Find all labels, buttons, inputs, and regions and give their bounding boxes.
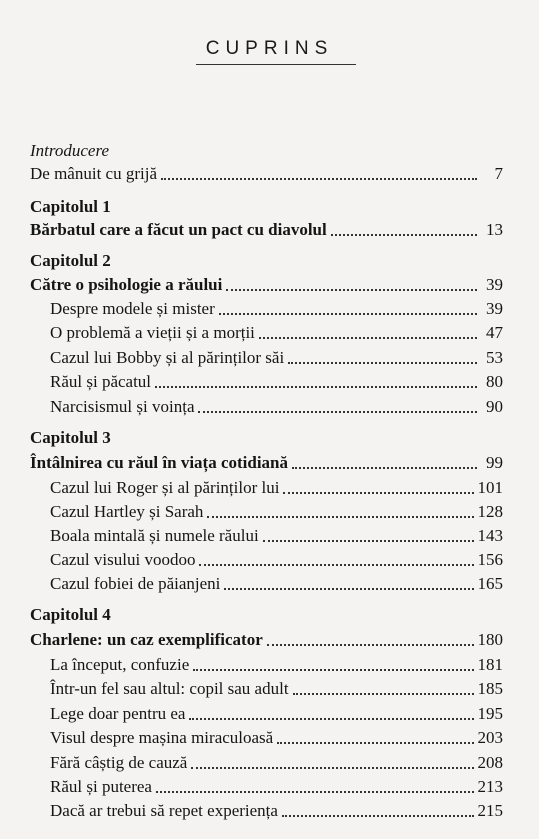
entry-page: 195 — [477, 704, 503, 723]
entry-label: Despre modele și mister — [50, 299, 215, 318]
dot-leader — [155, 386, 477, 388]
toc-entry — [50, 727, 503, 749]
entry-page: 208 — [477, 753, 503, 772]
intro-heading: Introducere — [30, 141, 109, 160]
toc-entry — [50, 396, 503, 418]
entry-page: 156 — [477, 550, 503, 569]
dot-leader — [156, 791, 474, 793]
toc-entry — [50, 678, 503, 700]
entry-label: Lege doar pentru ea — [50, 704, 186, 723]
chapter-heading: Capitolul 3 — [30, 428, 111, 447]
title-underline — [196, 64, 356, 65]
dot-leader — [199, 564, 473, 566]
toc-entry — [50, 703, 503, 725]
entry-page: 99 — [486, 453, 503, 472]
entry-page: 215 — [477, 801, 503, 820]
entry-page: 143 — [477, 526, 503, 545]
dot-leader — [193, 669, 473, 671]
entry-label: Cazul visului voodoo — [50, 550, 196, 569]
dot-leader — [292, 467, 477, 469]
dot-leader — [293, 693, 474, 695]
entry-page: 7 — [494, 164, 503, 183]
dot-leader — [263, 540, 474, 542]
entry-page: 101 — [477, 478, 503, 497]
toc-entry — [50, 298, 503, 320]
entry-label: Fără câștig de cauză — [50, 753, 188, 772]
entry-label: Charlene: un caz exemplificator — [30, 630, 263, 649]
toc-entry — [50, 800, 503, 822]
entry-label: Răul și puterea — [50, 777, 152, 796]
chapter-title-entry — [30, 274, 503, 296]
entry-label: Cazul fobiei de păianjeni — [50, 574, 221, 593]
entry-page: 185 — [477, 679, 503, 698]
toc-entry — [50, 654, 503, 676]
toc-entry — [50, 322, 503, 344]
entry-label: Cazul lui Bobby și al părinților săi — [50, 348, 285, 367]
entry-page: 165 — [477, 574, 503, 593]
toc-entry — [30, 163, 503, 185]
entry-page: 203 — [477, 728, 503, 747]
page-title: CUPRINS — [205, 38, 334, 59]
toc-entry — [50, 776, 503, 798]
chapter-title-entry — [30, 629, 503, 651]
entry-page: 80 — [486, 372, 503, 391]
entry-label: Cazul Hartley și Sarah — [50, 502, 204, 521]
chapter-heading: Capitolul 4 — [30, 605, 111, 624]
entry-page: 39 — [486, 299, 503, 318]
toc-entry — [50, 752, 503, 774]
toc-entry — [50, 371, 503, 393]
entry-page: 180 — [477, 630, 503, 649]
chapter-heading: Capitolul 1 — [30, 197, 111, 216]
entry-label: De mânuit cu grijă — [30, 164, 157, 183]
dot-leader — [283, 492, 473, 494]
chapter-title-entry — [30, 219, 503, 241]
dot-leader — [277, 742, 473, 744]
entry-label: Dacă ar trebui să repet experiența — [50, 801, 278, 820]
dot-leader — [161, 178, 477, 180]
entry-label: Către o psihologie a răului — [30, 275, 223, 294]
dot-leader — [282, 815, 474, 817]
chapter-heading: Capitolul 2 — [30, 251, 111, 270]
entry-page: 53 — [486, 348, 503, 367]
entry-label: Într-un fel sau altul: copil sau adult — [50, 679, 289, 698]
entry-label: O problemă a vieții și a morții — [50, 323, 255, 342]
toc-entry — [50, 501, 503, 523]
entry-label: Boala mintală și numele răului — [50, 526, 259, 545]
entry-label: Narcisismul și voința — [50, 397, 195, 416]
dot-leader — [331, 234, 477, 236]
dot-leader — [224, 588, 473, 590]
entry-label: Răul și păcatul — [50, 372, 152, 391]
entry-page: 47 — [486, 323, 503, 342]
chapter-title-entry — [30, 452, 503, 474]
dot-leader — [207, 516, 473, 518]
entry-label: Bărbatul care a făcut un pact cu diavolul — [30, 220, 327, 239]
dot-leader — [219, 313, 477, 315]
toc-entry — [50, 549, 503, 571]
entry-page: 39 — [486, 275, 503, 294]
dot-leader — [226, 289, 477, 291]
dot-leader — [189, 718, 473, 720]
entry-label: Întâlnirea cu răul în viața cotidiană — [30, 453, 289, 472]
dot-leader — [288, 362, 477, 364]
entry-page: 13 — [486, 220, 503, 239]
toc-entry — [50, 573, 503, 595]
toc-entry — [50, 347, 503, 369]
toc-entry — [50, 477, 503, 499]
dot-leader — [191, 767, 473, 769]
entry-page: 213 — [477, 777, 503, 796]
dot-leader — [259, 337, 477, 339]
entry-label: La început, confuzie — [50, 655, 190, 674]
entry-label: Cazul lui Roger și al părinților lui — [50, 478, 280, 497]
entry-page: 128 — [477, 502, 503, 521]
dot-leader — [267, 644, 474, 646]
toc-entry — [50, 525, 503, 547]
entry-page: 90 — [486, 397, 503, 416]
entry-label: Visul despre mașina miraculoasă — [50, 728, 274, 747]
entry-page: 181 — [477, 655, 503, 674]
dot-leader — [198, 411, 477, 413]
